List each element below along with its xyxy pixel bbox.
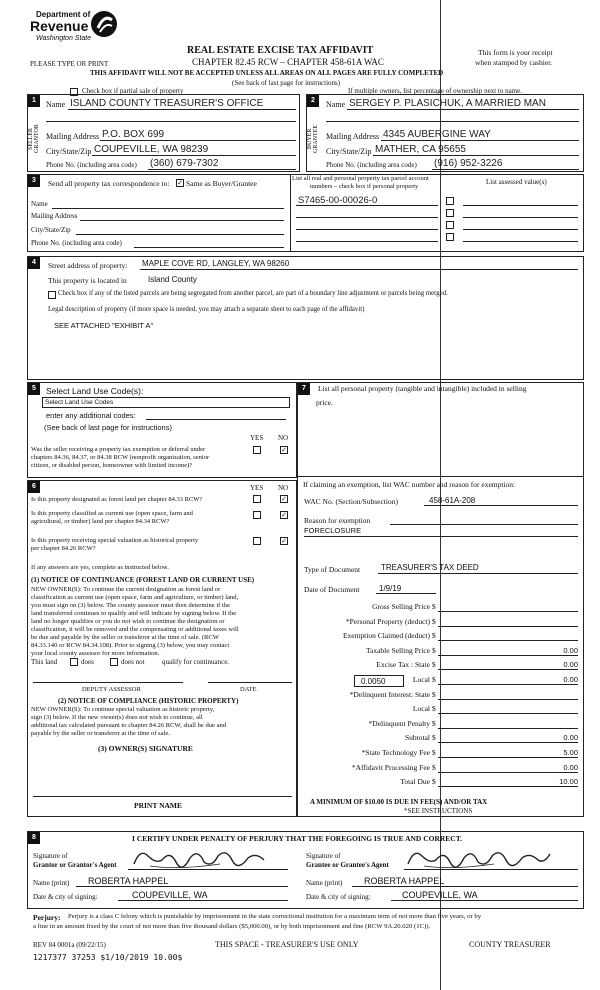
grantor-name-line [76,886,288,887]
section3-divider [290,174,291,252]
see-instructions: *SEE INSTRUCTIONS [404,807,473,815]
grantor-name-label: Name (print) [33,879,70,887]
notice2-line: NEW OWNER(S): To continue special valuation as historic property, [31,706,215,713]
seller-mailing-label: Mailing Address [46,132,100,141]
please-type: PLEASE TYPE OR PRINT [30,60,109,68]
calc-row-value[interactable]: 5.00 [563,748,578,757]
notice-continuance-title: (1) NOTICE OF CONTINUANCE (FOREST LAND OR CURRENT USE) [31,576,255,584]
notice2-line: additional tax calculated pursuant to chapter 84.26 RCW, shall be due and [31,722,227,729]
doc-date[interactable]: 1/9/19 [379,584,402,593]
calc-row-dollar: $ [432,689,436,699]
s6-q3-no-checkbox[interactable]: ✓ [281,537,287,545]
land-use-title: Select Land Use Code(s): [46,386,144,396]
doc-date-label: Date of Document [304,585,360,594]
s6-q1: Is this property designated as forest land per chapter 84.33 RCW? [31,496,203,503]
does-not-label: does not [121,658,145,666]
qualify-label: qualify for continuance. [162,658,230,666]
calc-row-label: Excise Tax : State [376,660,430,670]
owner-signature-label: (3) OWNER(S) SIGNATURE [98,744,193,753]
parcel-line-4 [296,241,438,242]
grantee-date-line [391,900,578,901]
exemption-claim-label: If claiming an exemption, list WAC number and reason for exemption: [303,480,516,489]
s6-q3-line2: per chapter 84.26 RCW? [31,545,96,552]
notice1-line: 84.33.140 or RCW 84.34.108). Prior to signing (3) below, you may contact [31,642,230,649]
section3-badge: 3 [28,175,40,187]
receipt-line1: This form is your receipt [478,48,553,57]
seller-name[interactable]: ISLAND COUNTY TREASURER'S OFFICE [70,98,264,109]
calc-row-line [438,757,578,758]
calc-row-line [438,742,578,743]
calc-row-label: *Delinquent Penalty [368,718,430,728]
deputy-date-line [208,682,292,683]
calc-row-line [438,786,578,787]
reason-line [390,524,578,525]
notice1-line: your local county assessor for more information. [31,650,160,657]
segregated-label: Check box if any of the listed parcels are being segregated from another parcel, are part of a boundary line adjustment or parcels being merged. [58,290,448,297]
buyer-name[interactable]: SERGEY P. PLASICHUK, A MARRIED MAN [349,98,546,109]
county-treasurer: COUNTY TREASURER [469,940,551,949]
seller-name-line [68,109,296,110]
does-label: does [81,658,94,666]
buyer-mailing[interactable]: 4345 AUBERGINE WAY [383,129,491,140]
grantee-sig-line [404,869,578,870]
buyer-city-label: City/State/Zip [326,147,372,156]
wac-number[interactable]: 458-61A-208 [429,496,476,505]
calc-row-dollar: $ [432,777,436,787]
calc-row-label: *Delinquent Interest: State [349,689,430,699]
assessed-header: List assessed value(s) [486,178,547,186]
print-name-label: PRINT NAME [134,801,182,810]
calc-row-line [438,626,578,627]
s6-q1-no-checkbox[interactable]: ✓ [281,495,287,503]
notice2-line: payable by the seller or transferor at the time of sale. [31,730,170,737]
s5-question-line1: Was the seller receiving a property tax exemption or deferral under [31,446,206,453]
corr-mailing-label: Mailing Address [31,212,78,220]
seller-name-label: Name [46,100,66,109]
s6-q2-line1: Is this property classified as current use (open space, farm and [31,510,193,517]
calc-row-label: Local [412,704,430,714]
buyer-side-label: BUYER GRANTEE [307,125,319,153]
notice1-line: NEW OWNER(S): To continue the current designation as forest land or [31,586,221,593]
notice-compliance-title: (2) NOTICE OF COMPLIANCE (HISTORIC PROPERTY) [58,697,239,705]
buyer-phone[interactable]: (916) 952-3226 [434,158,503,169]
reason-label: Reason for exemption [304,516,371,525]
located-in-label: This property is located in [48,276,127,285]
corr-phone-line [134,247,284,248]
calc-row-label: Gross Selling Price [372,602,430,611]
additional-codes-label: enter any additional codes: [46,411,136,420]
calc-row-dollar: $ [432,748,436,757]
seller-mailing-line [100,140,296,141]
notice1-line: land transferred continues to qualify and will indicate by signing below. If the [31,610,237,617]
assessed-line-2 [463,217,578,218]
buyer-city[interactable]: MATHER, CA 95655 [375,144,466,155]
calc-row-dollar: $ [432,762,436,772]
notice1-line: you must sign on (3) below. The county assessor must then determine if the [31,602,231,609]
s5-question-line2: chapters 84.36, 84.37, or 84.38 RCW (nonprofit organization, senior [31,454,210,461]
treasurer-use-only: THIS SPACE - TREASURER'S USE ONLY [215,940,359,949]
s6-q3-yes-checkbox[interactable] [253,537,261,545]
section5-badge: 5 [28,383,40,395]
seller-phone[interactable]: (360) 679-7302 [150,158,219,169]
send-correspondence-label: Send all property tax correspondence to: [48,179,170,188]
corr-mailing-line [80,220,284,221]
buyer-phone-line [432,169,579,170]
calc-row-line [438,772,578,773]
calc-row-line [438,611,578,612]
calc-row-dollar: $ [432,616,436,626]
street-line [140,269,578,270]
minimum-notice: A MINIMUM OF $10.00 IS DUE IN FEE(S) AND/OR TAX [310,798,488,806]
section2-badge: 2 [307,95,319,107]
doc-type[interactable]: TREASURER'S TAX DEED [381,563,479,572]
grantee-city[interactable]: COUPEVILLE, WA [402,890,478,900]
calc-row-label: Taxable Selling Price [365,645,430,655]
county[interactable]: Island County [148,275,197,284]
see-back-top: (See back of last page for instructions) [232,79,341,87]
s5-yes-label: YES [250,434,264,442]
calc-row-value[interactable]: 0.00 [563,762,578,772]
street-address[interactable]: MAPLE COVE RD, LANGLEY, WA 98260 [142,259,290,268]
s6-no-label: NO [278,484,289,492]
grantor-sig-label2: Grantor or Grantor's Agent [33,861,117,869]
section7-divider [297,476,584,477]
grantee-name-label: Name (print) [306,879,343,887]
buyer-mailing-line [381,140,579,141]
deputy-assessor-label: DEPUTY ASSESSOR [82,686,141,693]
parcel-header-line2: numbers – check box if personal property [310,183,419,190]
calc-row-label: *State Technology Fee [361,748,430,757]
calc-row-label: *Affidavit Processing Fee [351,762,430,772]
calc-row-line [438,640,578,641]
seller-side-label: SELLER GRANTOR [28,124,40,154]
s6-q3-line1: Is this property receiving special valuation as historical property [31,537,199,544]
s6-q2-no-checkbox[interactable]: ✓ [281,511,287,519]
calc-row-label: Total Due [400,777,430,787]
personal-line2: price. [316,398,333,407]
calc-row-dollar: $ [432,631,436,641]
buyer-phone-label: Phone No. (including area code) [326,161,417,169]
personal-property-section [297,382,584,817]
calc-row-dollar: $ [432,602,436,611]
calc-row-dollar: $ [432,704,436,714]
does-checkbox[interactable] [70,658,78,666]
exemption-reason[interactable]: FORECLOSURE [304,526,362,535]
notice2-line: sign (3) below. If the new owner(s) does not wish to continue, all [31,714,203,721]
calc-row-value[interactable]: 0.00 [563,675,578,684]
dept-line3: Washington State [36,35,92,42]
street-label: Street address of property: [48,261,128,270]
buyer-name-line2 [326,121,579,122]
s6-q1-yes-checkbox[interactable] [253,495,261,503]
calc-row-label: Exemption Claimed (deduct) [342,631,430,641]
doc-date-line [376,593,436,594]
personal-property-checkbox-1[interactable] [446,197,454,205]
grantee-name[interactable]: ROBERTA HAPPEL [364,876,445,886]
assessed-line-1 [463,205,578,206]
owner-signature-line [33,796,292,797]
calc-row-value[interactable]: 0.00 [563,660,578,670]
calc-row-line [438,684,578,685]
local-rate-box[interactable] [354,675,404,687]
calc-row-dollar: $ [432,675,436,684]
buyer-name-line [347,109,579,110]
personal-property-checkbox-4[interactable] [446,233,454,241]
calc-row-line [438,713,578,714]
seller-phone-line [148,169,296,170]
grantor-date-line [118,900,288,901]
parcel-header-line1: List all real and personal property tax parcel account [292,175,429,182]
grantor-name[interactable]: ROBERTA HAPPEL [88,876,169,886]
deputy-date-label: DATE [240,686,257,693]
notice1-line: land no longer qualifies or you do not wish to continue the designation or [31,618,225,625]
seller-city-label: City/State/Zip [46,147,92,156]
corr-city-label: City/State/Zip [31,226,71,234]
buyer-mailing-label: Mailing Address [326,132,380,141]
calc-row-value[interactable]: 10.00 [559,777,578,787]
segregated-checkbox[interactable] [48,291,56,299]
seller-city[interactable]: COUPEVILLE, WA 98239 [94,144,209,155]
perjury-line2: a fine in an amount fixed by the court of not more than five thousand dollars ($5,000.00), or by both imprisonment and fine (RCW 9A.20.020 (1C)). [33,923,431,930]
parcel-number[interactable]: S7465-00-00026-0 [298,195,378,206]
perjury-title: Perjury: [33,913,61,922]
section8-badge: 8 [28,832,40,844]
deputy-assessor-line [33,682,183,683]
personal-property-checkbox-3[interactable] [446,221,454,229]
land-use-see-back: (See back of last page for instructions) [44,423,172,432]
calc-row-label: Local [412,675,430,684]
legal-description[interactable]: SEE ATTACHED "EXHIBIT A" [54,321,154,330]
calc-row-dollar: $ [432,660,436,670]
doc-type-label: Type of Document [304,565,361,574]
receipt-line2: when stamped by cashier. [475,58,553,67]
dept-line2: Revenue [30,18,89,34]
section1-badge: 1 [28,95,40,107]
same-as-buyer-checkbox[interactable]: ✓ [177,179,183,187]
calc-row-line [438,728,578,729]
does-not-checkbox[interactable] [110,658,118,666]
seller-phone-label: Phone No. (including area code) [46,161,137,169]
property-section [27,256,584,380]
corr-phone-label: Phone No. (including area code) [31,239,122,247]
calc-row-dollar: $ [432,645,436,655]
calc-row-value[interactable]: 0.00 [563,645,578,655]
local-rate: 0.0050 [361,677,386,686]
assessed-line-4 [463,241,578,242]
grantor-sig-label1: Signature of [33,852,68,860]
partial-sale-label: Check box if partial sale of property [82,87,184,95]
grantor-date-label: Date & city of signing: [33,893,98,901]
s5-yes-checkbox[interactable] [253,446,261,454]
form-title: REAL ESTATE EXCISE TAX AFFIDAVIT [187,45,374,56]
calc-row-line [438,699,578,700]
certify-statement: I CERTIFY UNDER PENALTY OF PERJURY THAT THE FOREGOING IS TRUE AND CORRECT. [132,834,463,843]
corr-name-line [52,208,284,209]
parcel-line-1 [296,205,438,206]
notice1-line: be due and payable by the seller or transferor at the time of sale. (RCW [31,634,220,641]
perjury-line1: Perjury is a class C felony which is punishable by imprisonment in the state correctional institution for a maximum term of not more than five years, or by [68,913,482,920]
corr-name-label: Name [31,200,48,208]
wa-logo-icon [90,10,118,38]
grantee-date-label: Date & city of signing: [306,893,371,901]
cashier-stamp: 1217377 37253 $1/10/2019 10.00$ [33,953,183,962]
reason-line2 [304,536,578,537]
legal-desc-label: Legal description of property (if more space is needed, you may attach a separate sheet to each page of the affidavit) [48,306,365,313]
additional-codes-line [146,419,286,420]
grantor-sig-line [128,869,288,870]
wac-line [424,505,578,506]
corr-city-line [76,234,284,235]
form-chapter: CHAPTER 82.45 RCW – CHAPTER 458-61A WAC [192,57,384,67]
s5-no-label: NO [278,434,289,442]
buyer-city-line [373,155,579,156]
calc-row-dollar: $ [432,718,436,728]
not-accepted-notice: THIS AFFIDAVIT WILL NOT BE ACCEPTED UNLESS ALL AREAS ON ALL PAGES ARE FULLY COMPLETED [90,69,444,77]
calc-row-label: *Personal Property (deduct) [345,616,430,626]
section7-badge: 7 [298,383,310,395]
doc-type-line [378,573,578,574]
s6-q2-line2: agricultural, or timber) land per chapter 84.34 RCW? [31,518,170,525]
rev-number: REV 84 0001a (09/22/15) [33,941,106,949]
parcel-line-3 [296,229,438,230]
land-use-select[interactable] [42,397,290,408]
multiple-owners-note: If multiple owners, list percentage of ownership next to name. [348,87,522,95]
notice1-line: classification as current use (open space, farm and agriculture, or timber) land, [31,594,239,601]
s6-yes-label: YES [250,484,264,492]
section6-badge: 6 [28,481,40,493]
parcel-line-2 [296,217,438,218]
this-land-label: This land [31,658,58,666]
calc-row-dollar: $ [432,733,436,743]
s5-question-line3: citizen, or disabled person, homeowner with limited income)? [31,462,193,469]
calc-row-value[interactable]: 0.00 [563,733,578,743]
notice1-line: classification, it will be removed and the compensating or additional taxes will [31,626,239,633]
section4-badge: 4 [28,257,40,269]
land-use-select-value: Select Land Use Codes [45,399,114,406]
personal-line1: List all personal property (tangible and intangible) included in selling [318,384,527,393]
assessed-line-3 [463,229,578,230]
calc-row-line [438,669,578,670]
calc-row-label: Subtotal [404,733,430,743]
s5-no-checkbox[interactable]: ✓ [281,446,287,454]
grantee-sig-label1: Signature of [306,852,341,860]
same-as-buyer-label: Same as Buyer/Grantee [186,179,257,188]
grantee-sig-label2: Grantee or Grantee's Agent [306,861,389,869]
seller-name-line2 [46,121,296,122]
seller-mailing[interactable]: P.O. BOX 699 [102,129,165,140]
seller-city-line [92,155,296,156]
personal-property-checkbox-2[interactable] [446,209,454,217]
wac-label: WAC No. (Section/Subsection) [304,497,398,506]
s6-if-yes: If any answers are yes, complete as instructed below. [31,564,169,571]
grantee-name-line [352,886,578,887]
buyer-name-label: Name [326,100,346,109]
calc-row-line [438,655,578,656]
grantor-city[interactable]: COUPEVILLE, WA [132,890,208,900]
s6-q2-yes-checkbox[interactable] [253,511,261,519]
dept-line1: Department of [36,10,91,19]
